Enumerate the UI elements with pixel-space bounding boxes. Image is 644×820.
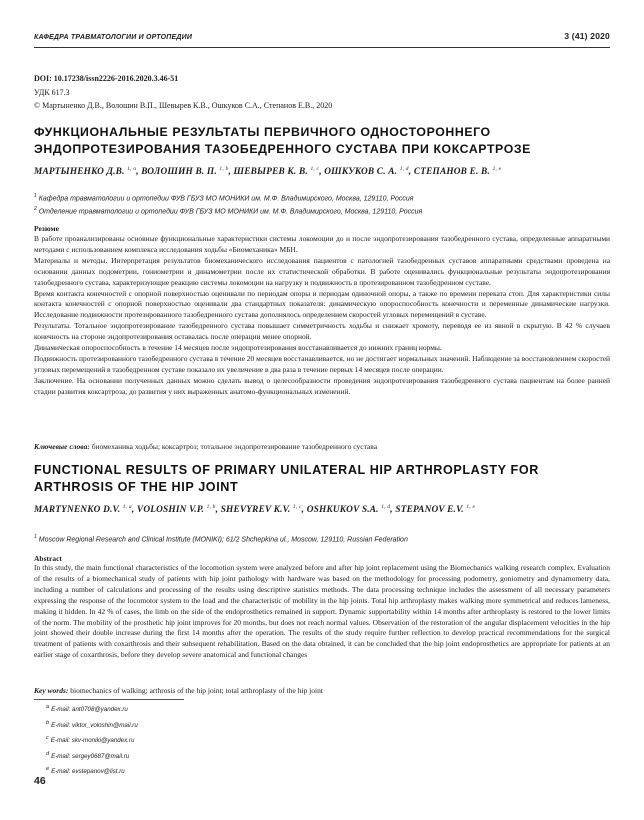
abstract-heading-ru: Резюме: [34, 224, 59, 233]
article-meta: [34, 72, 332, 113]
email-footnotes: [46, 701, 138, 779]
email-item[interactable]: $^e$ E-mail: evstepanov@list.ru: [46, 766, 125, 776]
keywords-en: [34, 686, 610, 695]
authors-en: MARTYNENKO D.V. $^{1, a}$, VOLOSHIN V.P. $^{1, b}$, SHEVYREV K.V. $^{1, c}$, OSHKUKOV S.A. $^{1, d}$, STEPANOV E.V. $^{1, e}$: [34, 504, 476, 516]
author-sup: 1, c: [292, 504, 302, 510]
authors-ru: МАРТЫНЕНКО Д.В. $^{1, а}$, ВОЛОШИН В. П. $^{1, b}$, ШЕВЫРЕВ К. В. $^{1, c}$, ОШКУКОВ С. А. $^{1, d}$, СТЕПАНОВ Е. В. $^{2, e}$: [34, 166, 502, 178]
abstract-paragraph: Результаты. Тотальное эндопротезирование тазобедренного сустава повышает симметричность ходьбы и снижает хромоту, переводя ее из явной в скрытую. В 42 % случаев конечность на стороне эндопротезирования оставалась после операции менее опорной.: [34, 321, 610, 342]
keywords-text: biomechanics of walking; arthrosis of the hip joint; total arthroplasty of the hip joint: [70, 686, 323, 695]
abstract-paragraph: Время контакта конечностей с опорной поверхностью оценивали по периодам опоры и периодам одиночной опоры, а также по времени переката стоп. Для характеристики силы контакта конечностей с опорной поверхностью оценивали два стандартных показателя: динамическую опороспособность конечности и переменные динамические нагрузки. Исследование подвижности протезированного тазобедренного сустава дополнялось определением скоростей угловых перемещений в суставе.: [34, 288, 610, 320]
abstract-paragraph: Материалы и методы. Интерпретация результатов биомеханического исследования пациентов с патологией тазобедренных суставов аппаратными средствами проведена на основании данных подометрии, гониометрии и динамометрии после их статистической обработки. В работе оценивались функциональные результаты эндопротезирования тазобедренного сустава, характеризующие реакцию системы локомоции на нагрузку и подвижность в протезированном тазобедренном суставе.: [34, 255, 610, 287]
header-divider: [34, 47, 610, 48]
keywords-ru: [34, 442, 610, 451]
author: OSHKUKOV S.A.: [306, 505, 379, 516]
affiliation: $^1$ Кафедра травматологии и ортопедии ФУВ ГБУЗ МО МОНИКИ им. М.Ф. Владимирского, Москва, 129110, Россия: [34, 193, 414, 203]
issue-number: 3 (41) 2020: [564, 31, 610, 41]
author-sup: 1, e: [466, 504, 476, 510]
journal-section: КАФЕДРА ТРАВМАТОЛОГИИ И ОРТОПЕДИИ: [34, 34, 193, 41]
keywords-text: биомеханика ходьбы; коксартроз; тотальное эндопротезирование тазобедренного сустава: [91, 442, 378, 451]
email-item[interactable]: $^d$ E-mail: sergey0687@mail.ru: [46, 750, 130, 760]
abstract-ru: [34, 234, 610, 398]
title-en: FUNCTIONAL RESULTS OF PRIMARY UNILATERAL HIP ARTHROPLASTY FOR ARTHROSIS OF THE HIP JOINT: [34, 463, 539, 494]
affiliations-en: [34, 532, 614, 545]
author: МАРТЫНЕНКО Д.В.: [34, 167, 125, 178]
author-sup: 1, b: [219, 166, 229, 172]
author-sup: 1, c: [310, 166, 320, 172]
abstract-heading-en: Abstract: [34, 554, 62, 563]
keywords-label: Key words:: [34, 686, 69, 695]
footnote-divider: [34, 699, 184, 700]
author: SHEVYREV K.V.: [220, 505, 291, 516]
author-sup: 1, d: [381, 504, 391, 510]
email-item[interactable]: $^c$ E-mail: skv-moniki@yandex.ru: [46, 735, 135, 745]
abstract-paragraph: Динамическая опороспособность в течение 14 месяцев после эндопротезирования восстанавливается до нижних границ нормы.: [34, 343, 442, 353]
udk: УДК 617.3: [34, 87, 70, 97]
abstract-paragraph: In this study, the main functional characteristics of the locomotion system were analyzed before and after hip joint replacement using the Biomechanics walking research complex. Evaluation of the results of a biomechanical study of patients with hip joint pathology with hardware was based on the methodology for processing podometry, goniometry and dynamometry data, including a number of calculations and processing of the results using descriptive statistics methods. The data processing technique includes the assessment of all necessary parameters expressing the response of the locomotor system to the load and the characteristic of mobility in the hip joints. Total hip arthroplasty makes walking more symmetrical and reduces lameness, making it hidden. In 42 % of cases, the limb on the side of the endoprosthetics remained in support. Dynamic supportability within 14 months after arthroplasty is restored to the lower limits of the norm. The mobility of the prosthetic hip joint improves for 20 months, but does not reach normal values. Observation of the restoration of the angular displacement velocities in the hip joint showed their double increase during the first 14 months after the operation. The results of the study require further reflection to develop practical recommendations for the surgical treatment of patients with coxarthrosis and their subsequent rehabilitation. Based on the data obtained, it can be concluded that the hip joint endoprosthetics are appropriate for patients at an earlier stage of coxarthrosis, before they develop severe anatomical and functional changes: [34, 563, 610, 660]
abstract-paragraph: Подвижность протезированного тазобедренного сустава в течение 20 месяцев восстанавливается, но не достигает нормальных значений. Наблюдение за восстановлением скоростей угловых перемещений в тазобедренном суставе показало их увеличение в два раза в течение первых 14 месяцев после операции.: [34, 353, 610, 374]
author-sup: 1, а: [127, 166, 137, 172]
affiliations-ru: [34, 191, 614, 218]
affiliation: $^1$ Moscow Regional Research and Clinical Institute (MONIKI); 61/2 Shchepkina ul., Moscow, 129110, Russian Federation: [34, 534, 408, 544]
abstract-paragraph: Заключение. На основании полученных данных можно сделать вывод о целесообразности проведения эндопротезирования тазобедренного сустава пациентам на более ранней стадии развития коксартроза, до развития у них выраженных анатомо-функциональных изменений.: [34, 375, 610, 396]
email-item[interactable]: $^b$ E-mail: viktor_voloshin@mail.ru: [46, 719, 138, 729]
keywords-label: Ключевые слова:: [34, 442, 90, 451]
title-ru: ФУНКЦИОНАЛЬНЫЕ РЕЗУЛЬТАТЫ ПЕРВИЧНОГО ОДНОСТОРОННЕГО ЭНДОПРОТЕЗИРОВАНИЯ ТАЗОБЕДРЕННОГО СУСТАВА ПРИ КОКСАРТРОЗЕ: [34, 125, 531, 156]
author-sup: 2, e: [492, 166, 502, 172]
running-header: [34, 30, 610, 44]
author: ОШКУКОВ С. А.: [324, 167, 398, 178]
email-item[interactable]: $^a$ E-mail: ant0708@yandex.ru: [46, 704, 128, 714]
author: СТЕПАНОВ Е. В.: [413, 167, 490, 178]
author: MARTYNENKO D.V.: [34, 505, 121, 516]
page-number: 46: [34, 775, 46, 787]
author: VOLOSHIN V.P.: [136, 505, 205, 516]
author: STEPANOV E.V.: [395, 505, 464, 516]
author-sup: 1, b: [206, 504, 216, 510]
abstract-paragraph: В работе проанализированы основные функциональные характеристики системы локомоции до и после эндопротезирования тазобедренного сустава, определенные аппаратными методами с использованием комплекса исследования ходьбы «Биомеханика» МБН.: [34, 234, 610, 254]
author-sup: 1, d: [399, 166, 409, 172]
affiliation: $^2$ Отделение травматологии и ортопедии ФУВ ГБУЗ МО МОНИКИ им. М.Ф. Владимирского, Москва, 129110, Россия: [34, 206, 423, 216]
author-sup: 1, a: [122, 504, 132, 510]
author: ШЕВЫРЕВ К. В.: [233, 167, 308, 178]
author: ВОЛОШИН В. П.: [141, 167, 217, 178]
abstract-en: [34, 563, 610, 661]
doi[interactable]: DOI: 10.17238/issn2226-2016.2020.3.46-51: [34, 74, 179, 83]
copyright: © Мартыненко Д.В., Волошин В.П., Шевырев К.В., Ошкуков С.А., Степанов Е.В., 2020: [34, 101, 333, 110]
